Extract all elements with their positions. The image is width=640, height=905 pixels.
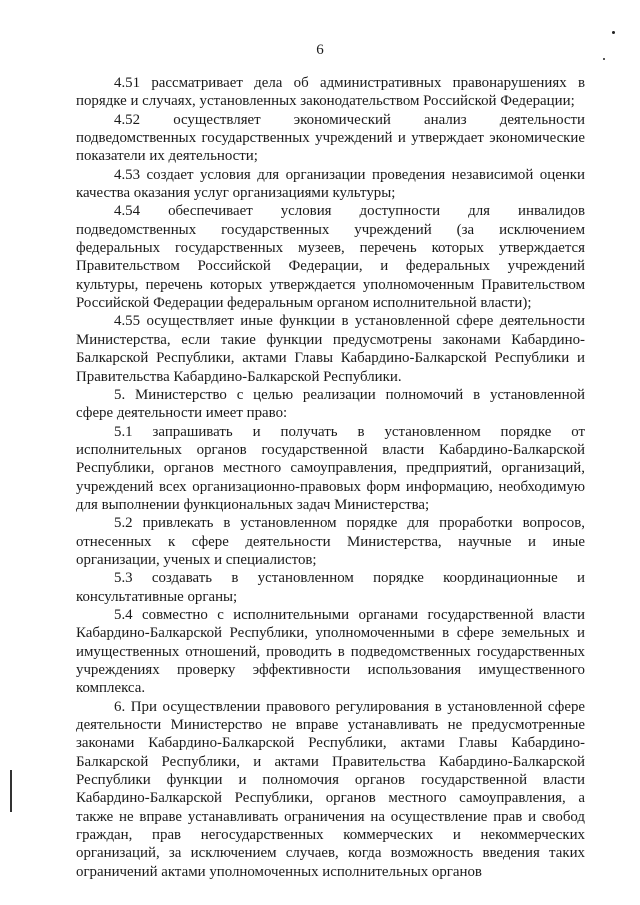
text-line: Балкарской Республики, и актами Правительства Кабардино-Балкарской xyxy=(76,753,585,770)
text-line: качества оказания услуг организациями культуры; xyxy=(76,185,396,202)
paragraph xyxy=(76,698,585,881)
text-line: Балкарской Республики, актами Главы Кабардино-Балкарской Республики и xyxy=(76,350,585,367)
text-line: Министерства, если такие функции предусмотрены законами Кабардино- xyxy=(76,331,585,348)
text-line: 6. При осуществлении правового регулирования в установленной сфере xyxy=(114,698,585,715)
text-line: 4.53 создает условия для организации проведения независимой оценки xyxy=(114,166,585,183)
text-line: Правительства Кабардино-Балкарской Республики. xyxy=(76,368,402,385)
text-line: исполнительных органов государственной власти Кабардино-Балкарской xyxy=(76,441,585,458)
text-line: 4.52 осуществляет экономический анализ деятельности xyxy=(114,111,585,128)
paragraph xyxy=(76,166,585,203)
page-number: 6 xyxy=(316,42,324,58)
text-line: подведомственных государственных учреждений и утверждает экономические xyxy=(76,130,585,147)
text-line: учреждений всех организационно-правовых форм информацию, необходимую xyxy=(76,478,585,495)
text-line: комплекса. xyxy=(76,680,146,697)
text-line: порядке и случаях, установленных законодательством Российской Федерации; xyxy=(76,93,575,110)
text-line: законами Кабардино-Балкарской Республики, актами Главы Кабардино- xyxy=(76,735,585,752)
paragraph xyxy=(76,569,585,606)
text-line: Кабардино-Балкарской Республики, органов местного самоуправления, а xyxy=(76,790,585,807)
text-line: федеральных государственных музеев, перечень которых утверждается xyxy=(76,240,585,257)
paragraph xyxy=(76,74,585,111)
text-line: организации, ученых и специалистов; xyxy=(76,551,317,568)
text-line: Республики, органов местного самоуправления, предприятий, организаций, xyxy=(76,460,585,477)
paragraph xyxy=(76,514,585,569)
text-line: показатели их деятельности; xyxy=(76,148,258,165)
text-line: 4.54 обеспечивает условия доступности для инвалидов xyxy=(114,203,585,220)
paragraph xyxy=(76,111,585,166)
text-line: также не вправе устанавливать ограничения на осуществление прав и свобод xyxy=(76,808,585,825)
text-line: культуры, перечень которых утверждается уполномоченным Правительством xyxy=(76,276,585,293)
paragraph xyxy=(76,202,585,312)
scan-speck xyxy=(612,31,615,34)
text-line: 4.55 осуществляет иные функции в установленной сфере деятельности xyxy=(114,313,585,330)
text-line: граждан, прав негосударственных коммерческих и некоммерческих xyxy=(76,827,585,844)
text-line: Российской Федерации федеральным органом исполнительной власти); xyxy=(76,295,532,312)
text-line: деятельности Министерство не вправе устанавливать не предусмотренные xyxy=(76,717,585,734)
text-line: Кабардино-Балкарской Республики, уполномоченными в сфере земельных и xyxy=(76,625,585,642)
scan-edge-mark xyxy=(10,770,12,812)
text-line: Правительством Российской Федерации, и федеральных учреждений xyxy=(76,258,585,275)
text-line: для выполнении функциональных задач Министерства; xyxy=(76,496,430,513)
paragraph xyxy=(76,386,585,423)
text-line: подведомственных государственных учреждений (за исключением xyxy=(76,221,585,238)
text-line: сфере деятельности имеет право: xyxy=(76,405,288,422)
text-line: консультативные органы; xyxy=(76,588,238,605)
text-line: 5. Министерство с целью реализации полномочий в установленной xyxy=(114,386,585,403)
text-line: 5.2 привлекать в установленном порядке для проработки вопросов, xyxy=(114,515,585,532)
text-line: 5.1 запрашивать и получать в установленном порядке от xyxy=(114,423,585,440)
text-line: Республики функции и полномочия органов государственной власти xyxy=(76,772,585,789)
text-line: 5.4 совместно с исполнительными органами государственной власти xyxy=(114,606,585,623)
text-line: имущественных отношений, проводить в подведомственных государственных xyxy=(76,643,585,660)
text-line: организаций, за исключением случаев, когда возможность введения таких xyxy=(76,845,585,862)
text-line: учреждениях проверку эффективности использования имущественного xyxy=(76,662,585,678)
text-line: 5.3 создавать в установленном порядке координационные и xyxy=(114,570,585,587)
paragraph xyxy=(76,312,585,385)
text-line: 4.51 рассматривает дела об административных правонарушениях в xyxy=(114,75,585,91)
paragraph xyxy=(76,423,585,515)
document-body xyxy=(76,74,585,881)
scan-speck xyxy=(603,58,605,60)
paragraph xyxy=(76,606,585,698)
text-line: ограничений актами уполномоченных исполнительных органов xyxy=(76,863,482,880)
text-line: отнесенных к сфере деятельности Министерства, научные и иные xyxy=(76,533,585,550)
